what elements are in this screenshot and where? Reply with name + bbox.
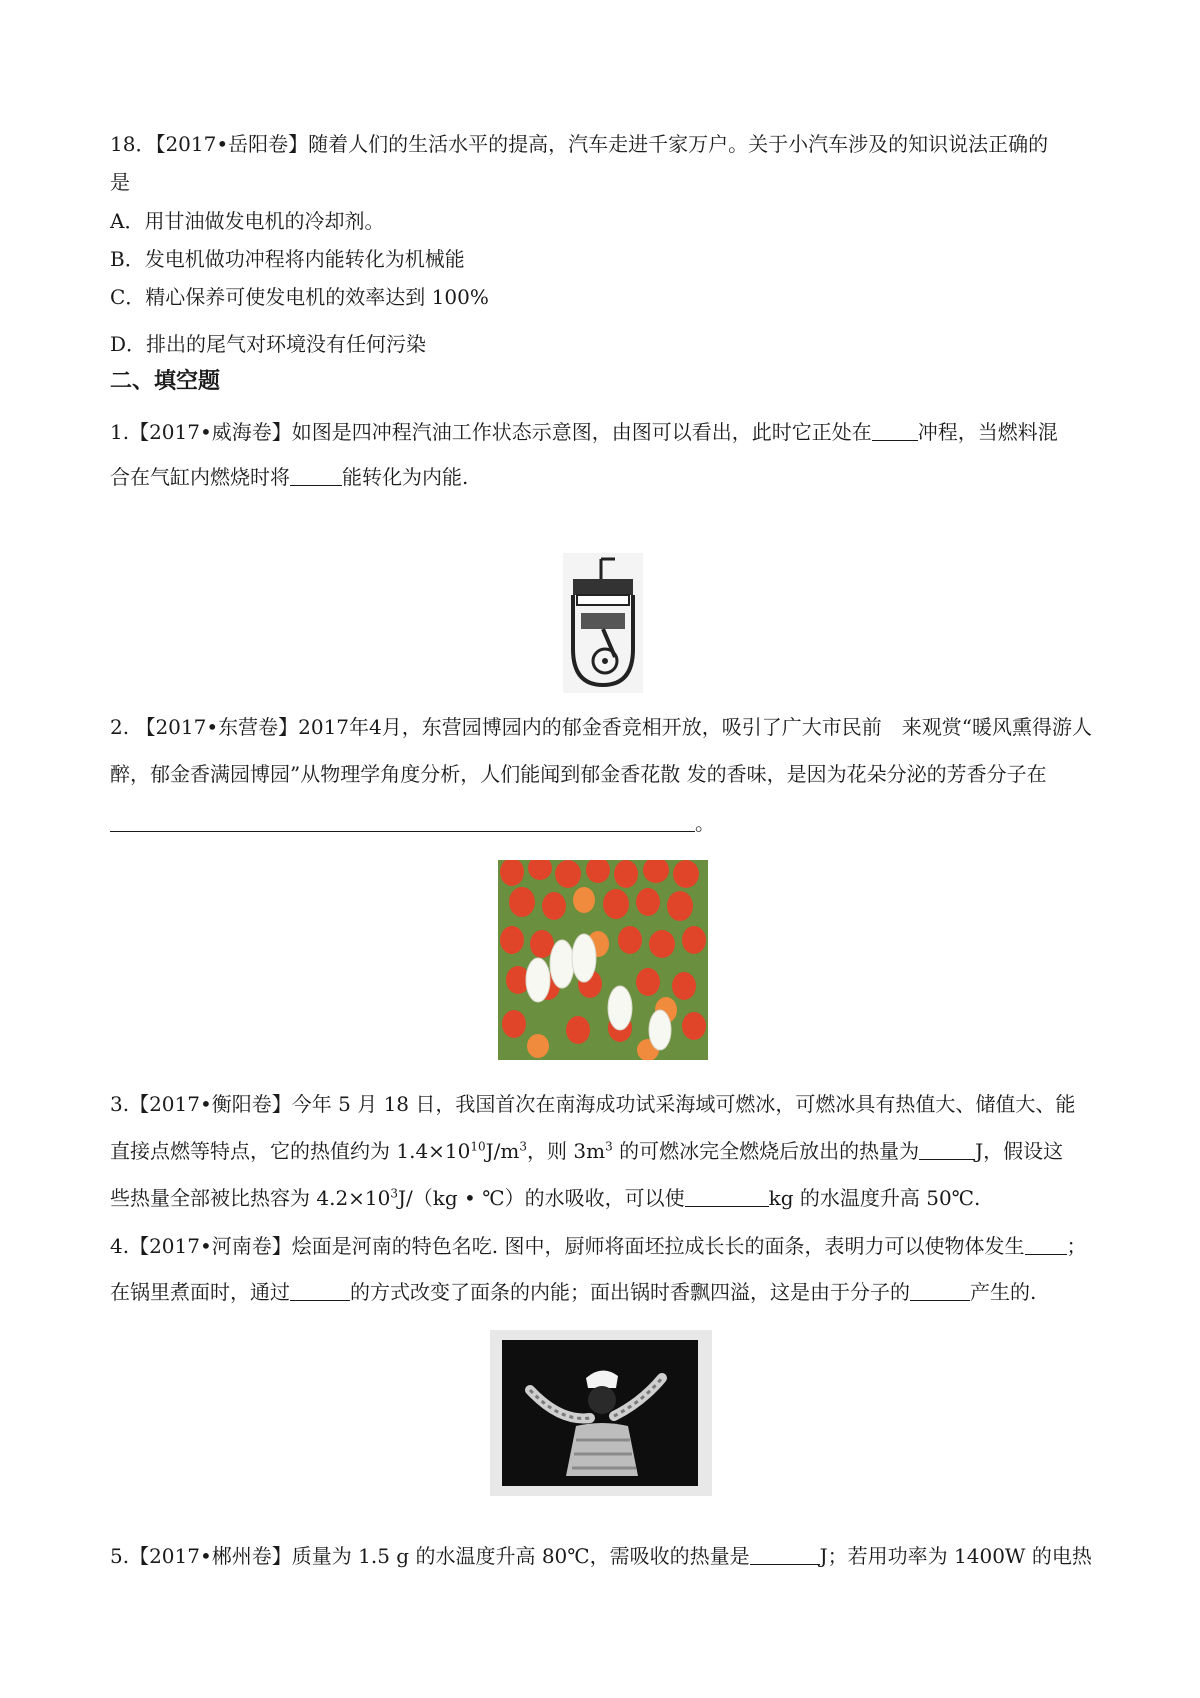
q2-line2: 醉，郁金香满园博园”从物理学角度分析，人们能闻到郁金香花散 发的香味，是因为花朵分泌的芳香分子在 <box>110 762 1047 786</box>
q5-line1 <box>110 1542 1100 1570</box>
q2-line3 <box>110 809 1100 837</box>
q1-text-2a: 合在气缸内燃烧时将 <box>110 465 290 489</box>
q1-line1 <box>110 418 1100 446</box>
q1-text-1b: 冲程，当燃料混 <box>917 420 1058 444</box>
q18-option-c: C．精心保养可使发电机的效率达到 100% <box>110 285 489 309</box>
q3-text-2d: 的可燃冰完全燃烧后放出的热量为 <box>612 1139 920 1163</box>
q5-blank-1 <box>750 1544 820 1565</box>
q4-text-1a: 4.【2017•河南卷】烩面是河南的特色名吃. 图中，厨师将面坯拉成长长的面条，表明力可以使物体发生 <box>110 1234 1025 1258</box>
q3-exp-4: 3 <box>390 1186 399 1201</box>
q2-line1: 2. 【2017•东营卷】2017年4月，东营园博园内的郁金香竞相开放，吸引了广大市民前 来观赏“暖风熏得游人 <box>110 715 1092 739</box>
q3-line1: 3.【2017•衡阳卷】今年 5 月 18 日，我国首次在南海成功试采海域可燃冰，可燃冰具有热值大、储值大、能 <box>110 1092 1076 1116</box>
q4-text-1b: ； <box>1066 1234 1087 1258</box>
q18-option-d: D．排出的尾气对环境没有任何污染 <box>110 332 427 356</box>
q1-blank-1 <box>872 420 918 441</box>
q4-text-2c: 产生的. <box>970 1280 1037 1304</box>
q3-blank-2 <box>685 1186 769 1207</box>
q18-stem-line2: 是 <box>110 170 130 194</box>
q3-text-2c: ，则 3m <box>527 1139 606 1163</box>
q4-blank-1 <box>1025 1234 1067 1255</box>
q3-text-2b: J/m <box>485 1139 520 1163</box>
q3-text-3c: kg 的水温度升高 50℃. <box>768 1186 981 1210</box>
q3-blank-1 <box>919 1139 975 1160</box>
section-title: 二、填空题 <box>110 368 221 394</box>
q4-text-2b: 的方式改变了面条的内能；面出锅时香飘四溢，这是由于分子的 <box>350 1280 910 1304</box>
q3-exp-1: 10 <box>470 1139 486 1154</box>
q4-blank-3 <box>910 1280 970 1301</box>
q18-option-b: B．发电机做功冲程将内能转化为机械能 <box>110 247 465 271</box>
q18-stem-line1: 18．【2017•岳阳卷】随着人们的生活水平的提高，汽车走进千家万户。关于小汽车涉及的知识说法正确的 <box>110 132 1049 156</box>
chef-noodle-photo-figure <box>490 1330 712 1496</box>
q3-text-3b: J/（kg • ℃）的水吸收，可以使 <box>398 1186 685 1210</box>
q5-text-1a: 5.【2017•郴州卷】质量为 1.5 g 的水温度升高 80℃，需吸收的热量是 <box>110 1544 750 1568</box>
q4-text-2a: 在锅里煮面时，通过 <box>110 1280 290 1304</box>
q1-line2 <box>110 463 1100 491</box>
q5-text-1b: J；若用功率为 1400W 的电热 <box>819 1544 1092 1568</box>
q2-line3-end: 。 <box>695 811 715 835</box>
q1-blank-2 <box>290 465 342 486</box>
q18-option-a: A．用甘油做发电机的冷却剂。 <box>110 209 385 233</box>
q4-blank-2 <box>290 1280 350 1301</box>
q3-line2 <box>110 1137 1100 1165</box>
q4-line1 <box>110 1232 1100 1260</box>
q3-exp-2: 3 <box>519 1139 528 1154</box>
q3-line3 <box>110 1184 1100 1212</box>
q1-text-1a: 1.【2017•威海卷】如图是四冲程汽油工作状态示意图，由图可以看出，此时它正处在 <box>110 420 872 444</box>
q3-exp-3: 3 <box>605 1139 613 1154</box>
tulip-photo-figure <box>498 860 708 1060</box>
q3-text-2e: J，假设这 <box>975 1139 1064 1163</box>
q2-blank-long <box>110 811 695 832</box>
q3-text-2a: 直接点燃等特点，它的热值约为 1.4×10 <box>110 1139 471 1163</box>
q4-line2 <box>110 1278 1100 1306</box>
q1-text-2b: 能转化为内能. <box>342 465 469 489</box>
engine-diagram-figure <box>563 553 643 693</box>
q3-text-3a: 些热量全部被比热容为 4.2×10 <box>110 1186 391 1210</box>
